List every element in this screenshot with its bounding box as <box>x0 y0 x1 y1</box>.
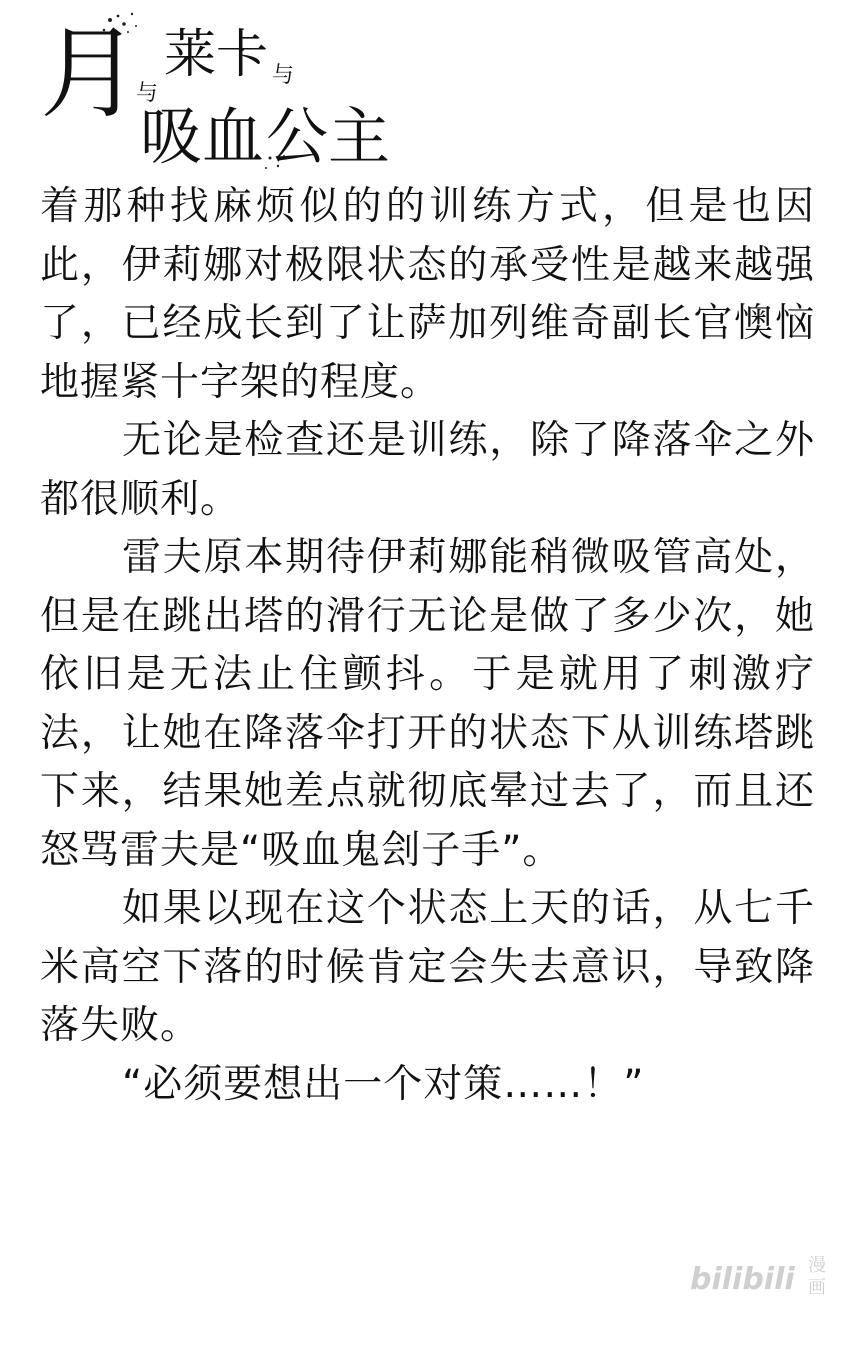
logo-char-xixue: 吸血 <box>140 100 265 173</box>
logo-char-yu-2: 与 <box>272 63 295 88</box>
title-logo-graphic <box>40 8 400 178</box>
bilibili-manga-watermark <box>690 1245 830 1305</box>
watermark-brand: bilibili <box>690 1262 795 1297</box>
logo-char-gongzhu: 公主 <box>266 100 391 173</box>
logo-char-laika: 莱卡 <box>164 25 269 85</box>
watermark-label-1: 漫 <box>808 1255 826 1276</box>
paragraph-2: 无论是检查还是训练，除了降落伞之外都很顺利。 <box>40 418 815 522</box>
watermark-graphic <box>690 1245 830 1305</box>
watermark-label-2: 画 <box>808 1277 826 1298</box>
title-logo <box>40 8 400 178</box>
novel-body <box>40 178 815 1114</box>
paragraph-4: 如果以现在这个状态上天的话，从七千米高空下落的时候肯定会失去意识，导致降落失败。 <box>40 886 815 1048</box>
logo-char-yu-1: 与 <box>136 81 159 106</box>
paragraph-3: 雷夫原本期待伊莉娜能稍微吸管高处，但是在跳出塔的滑行无论是做了多少次，她依旧是无法止住颤抖。于是就用了刺激疗法，让她在降落伞打开的状态下从训练塔跳下来，结果她差点就彻底晕过去了，而且还怒骂雷夫是“吸血鬼刽子手”。 <box>40 535 815 873</box>
paragraph-5-dialogue: “必须要想出一个对策……！” <box>122 1061 645 1107</box>
paragraph-1: 着那种找麻烦似的的训练方式，但是也因此，伊莉娜对极限状态的承受性是越来越强了，已经成长到了让萨加列维奇副长官懊恼地握紧十字架的程度。 <box>40 184 815 405</box>
logo-char-moon: 月 <box>40 15 140 132</box>
